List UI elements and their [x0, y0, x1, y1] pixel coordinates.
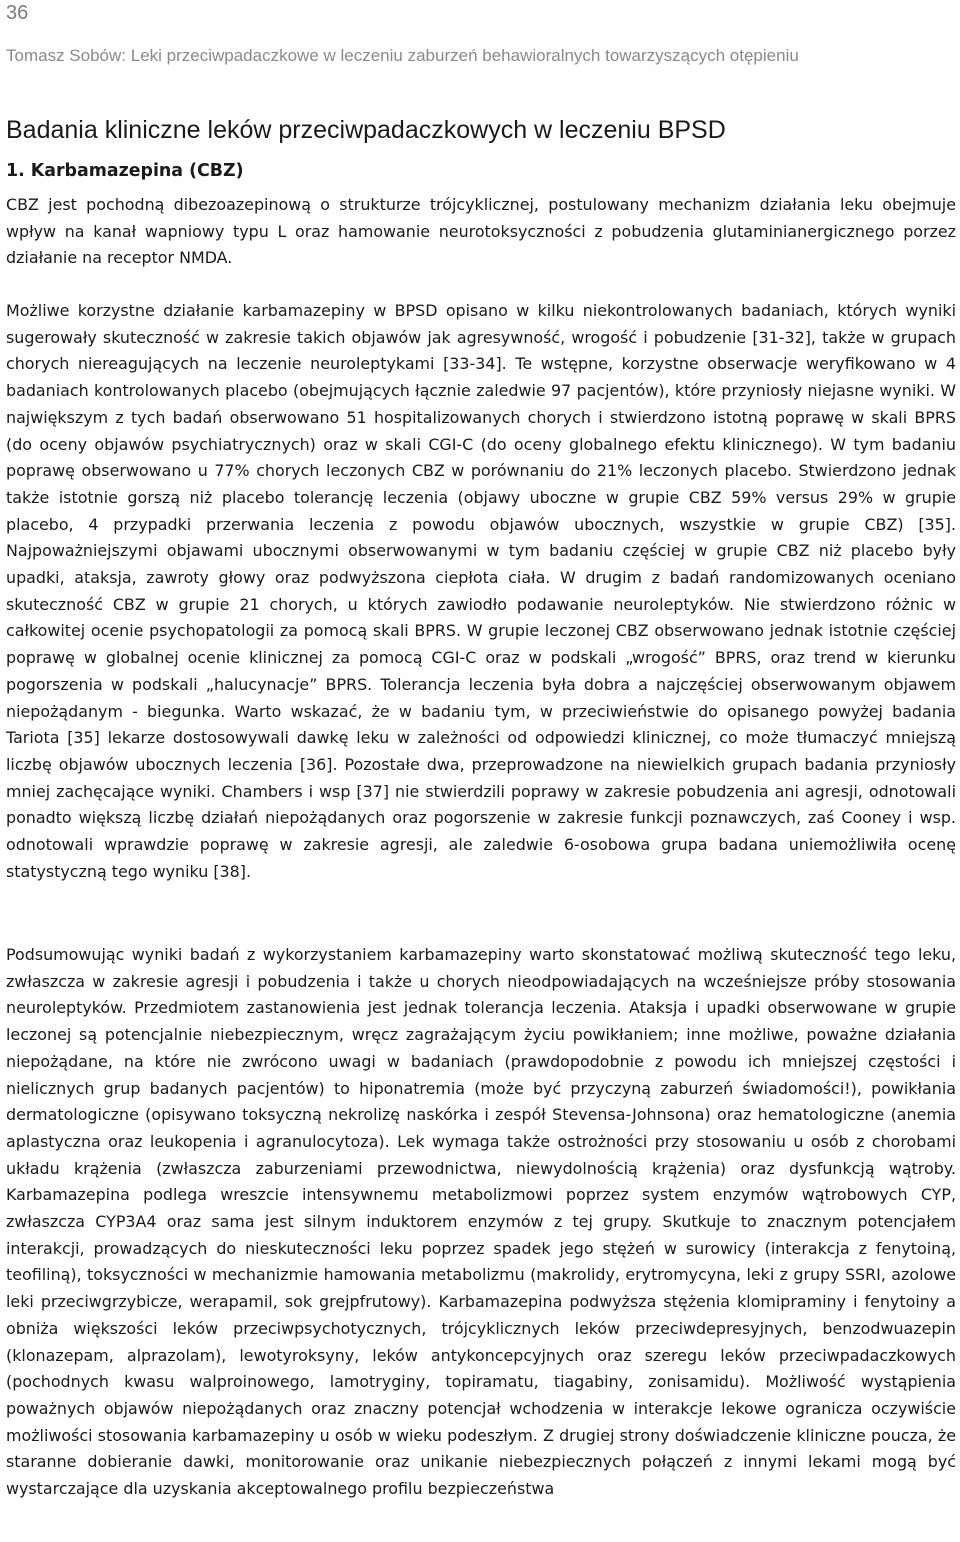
- body-paragraph: Podsumowując wyniki badań z wykorzystaniem karbamazepiny warto skonstatować możliwą skuteczność tego leku, zwłaszcza w zakresie agresji i pobudzenia i także u chorych nieodpowiadających na wcześniejsze próby stosowania neuroleptyków. Przedmiotem zastanowienia jest jednak tolerancja leczenia. Ataksja i upadki obserwowane w grupie leczonej są potencjalnie niebezpiecznym, wręcz zagrażającym życiu powikłaniem; inne możliwe, poważne działania niepożądane, na które nie zwrócono uwagi w badaniach (prawdopodobnie z powodu ich mniejszej częstości i nielicznych grup badanych pacjentów) to hiponatremia (może być przyczyną zaburzeń świadomości!), powikłania dermatologiczne (opisywano toksyczną nekrolizę naskórka i zespół Stevensa-Johnsona) oraz hematologiczne (anemia aplastyczna oraz leukopenia i agranulocytoza). Lek wymaga także ostrożności przy stosowaniu u osób z chorobami układu krążenia (zwłaszcza zaburzeniami przewodnictwa, niewydolnością krążenia) oraz dysfunkcją wątroby. Karbamazepina podlega wreszcie intensywnemu metabolizmowi poprzez system enzymów wątrobowych CYP, zwłaszcza CYP3A4 oraz sama jest silnym induktorem enzymów z tej grupy. Skutkuje to znacznym potencjałem interakcji, prowadzących do nieskuteczności leku poprzez spadek jego stężeń w surowicy (interakcja z fenytoiną, teofiliną), toksyczności w mechanizmie hamowania metabolizmu (makrolidy, erytromycyna, leki z grupy SSRI, azolowe leki przeciwgrzybicze, werapamil, sok grejpfrutowy). Karbamazepina podwyższa stężenia klomipraminy i fenytoiny a obniża większości leków przeciwpsychotycznych, trójcyklicznych leków przeciwdepresyjnych, benzodwuazepin (klonazepam, alprazolam), lewotyroksyny, leków antykoncepcyjnych oraz szeregu leków przeciwpadaczkowych (pochodnych kwasu walproinowego, lamotryginy, topiramatu, tiagabiny, zonisamidu). Możliwość wystąpienia poważnych objawów niepożądanych oraz znaczny potencjał wchodzenia w interakcje lekowe ogranicza oczywiście możliwości stosowania karbamazepiny u osób w wieku podeszłym. Z drugiej strony doświadczenie kliniczne poucza, że staranne dobieranie dawki, monitorowanie oraz unikanie niebezpiecznych połączeń z innymi lekami mogą być wystarczające dla uzyskania akceptowalnego profilu bezpieczeństwa: [6, 945, 956, 1499]
- body-paragraph: CBZ jest pochodną dibezoazepinową o strukturze trójcyklicznej, postulowany mechanizm działania leku obejmuje wpływ na kanał wapniowy typu L oraz hamowanie neurotoksyczności z pobudzenia glutaminianergicznego porzez działanie na receptor NMDA.: [6, 195, 956, 268]
- running-header: [6, 44, 956, 68]
- subsection-title: 1. Karbamazepina (CBZ): [6, 161, 244, 181]
- page-number: 36: [6, 2, 29, 24]
- running-header-author: Tomasz Sobów:: [6, 46, 126, 65]
- running-header-title: Leki przeciwpadaczkowe w leczeniu zaburzeń behawioralnych towarzyszących otępieniu: [130, 46, 799, 65]
- section-title: Badania kliniczne leków przeciwpadaczkowych w leczeniu BPSD: [6, 116, 726, 144]
- body-paragraph: Możliwe korzystne działanie karbamazepiny w BPSD opisano w kilku niekontrolowanych badaniach, których wyniki sugerowały skuteczność w zakresie takich objawów jak agresywność, wrogość i pobudzenie [31-32], także w grupach chorych niereagujących na leczenie neuroleptykami [33-34]. Te wstępne, korzystne obserwacje weryfikowano w 4 badaniach kontrolowanych placebo (obejmujących łącznie zaledwie 97 pacjentów), które przyniosły niejasne wyniki. W największym z tych badań obserwowano 51 hospitalizowanych chorych i stwierdzono istotną poprawę w skali BPRS (do oceny objawów psychiatrycznych) oraz w skali CGI-C (do oceny globalnego efektu klinicznego). W tym badaniu poprawę obserwowano u 77% chorych leczonych CBZ w porównaniu do 21% leczonych placebo. Stwierdzono jednak także istotnie gorszą niż placebo tolerancję leczenia (objawy uboczne w grupie CBZ 59% versus 29% w grupie placebo, 4 przypadki przerwania leczenia z powodu objawów ubocznych, wszystkie w grupie CBZ) [35]. Najpoważniejszymi objawami ubocznymi obserwowanymi w tym badaniu częściej w grupie CBZ niż placebo były upadki, ataksja, zawroty głowy oraz podwyższona ciepłota ciała. W drugim z badań randomizowanych oceniano skuteczność CBZ w grupie 21 chorych, u których zawiodło podawanie neuroleptyków. Nie stwierdzono różnic w całkowitej ocenie psychopatologii za pomocą skali BPRS. W grupie leczonej CBZ obserwowano jednak istotnie częściej poprawę w globalnej ocenie klinicznej za pomocą CGI-C oraz w podskali „wrogość” BPRS, oraz trend w kierunku pogorszenia w podskali „halucynacje” BPRS. Tolerancja leczenia była dobra a najczęściej obserwowanym objawem niepożądanym - biegunka. Warto wskazać, że w badaniu tym, w przeciwieństwie do opisanego powyżej badania Tariota [35] lekarze dostosowywali dawkę leku w zależności od odpowiedzi klinicznej, co może tłumaczyć mniejszą liczbę objawów ubocznych leczenia [36]. Pozostałe dwa, przeprowadzone na niewielkich grupach badania przyniosły mniej zachęcające wyniki. Chambers i wsp [37] nie stwierdzili poprawy w zakresie pobudzenia ani agresji, odnotowali ponadto większą liczbę działań niepożądanych oraz pogorszenie w zakresie funkcji poznawczych, zaś Cooney i wsp. odnotowali wprawdzie poprawę w zakresie agresji, ale zaledwie 6-osobowa grupa badana uniemożliwiła ocenę statystyczną tego wyniku [38].: [6, 301, 956, 881]
